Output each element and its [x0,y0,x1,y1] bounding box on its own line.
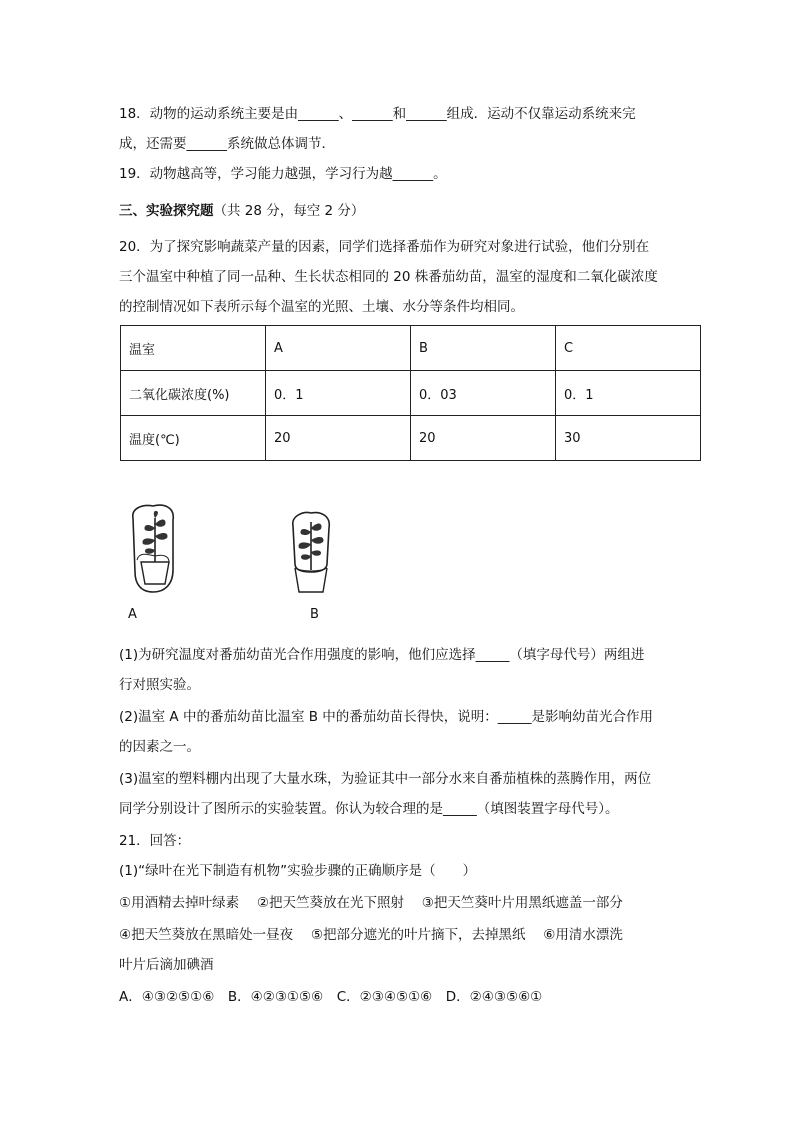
q21-sub1: (1)“绿叶在光下制造有机物”实验步骤的正确顺序是（ ） [119,863,477,879]
table-cell: 0．1 [266,371,411,416]
section3-heading [119,201,364,221]
q20-line1: 20．为了探究影响蔬菜产量的因素，同学们选择番茄作为研究对象进行试验，他们分别在 [119,239,650,255]
table-cell: B [411,326,556,371]
q20-sub2-line2: 的因素之一。 [119,739,200,755]
plant-apparatus-a-illustration [125,500,185,595]
table-cell: 0．1 [556,371,701,416]
q20-line3: 的控制情况如下表所示每个温室的光照、土壤、水分等条件均相同。 [119,299,524,315]
figure-label-b: B [310,607,319,622]
table-cell: A [266,326,411,371]
table-cell: 温度(℃) [121,416,266,461]
table-cell: 30 [556,416,701,461]
greenhouse-table [120,325,701,461]
q18-line2: 成，还需要______系统做总体调节． [119,136,335,152]
q20-sub3-line2: 同学分别设计了图所示的实验装置。你认为较合理的是_____（填图装置字母代号）。 [119,801,619,817]
table-row [121,326,701,371]
table-row [121,416,701,461]
table-cell: 0．03 [411,371,556,416]
q20-sub2-line1: (2)温室 A 中的番茄幼苗比温室 B 中的番茄幼苗长得快，说明：_____是影响幼苗光合作用 [119,709,654,725]
q20-line2: 三个温室中种植了同一品种、生长状态相同的 20 株番茄幼苗，温室的湿度和二氧化碳浓度 [119,269,658,285]
section3-title: 三、实验探究题 [119,203,214,219]
section3-note: （共 28 分，每空 2 分） [213,203,365,219]
table-cell: C [556,326,701,371]
q21-steps-line1: ①用酒精去掉叶绿素 ②把天竺葵放在光下照射 ③把天竺葵叶片用黑纸遮盖一部分 [119,895,623,911]
q21-line1: 21．回答： [119,833,191,849]
q20-sub1-line1: (1)为研究温度对番茄幼苗光合作用强度的影响，他们应选择_____（填字母代号）两组进 [119,647,645,663]
q21-steps-line3: 叶片后滴加碘酒 [119,957,214,973]
q19-line1: 19．动物越高等，学习能力越强，学习行为越______。 [119,166,447,182]
q20-sub1-line2: 行对照实验。 [119,677,200,693]
plant-apparatus-b-illustration [283,508,339,598]
q21-steps-line2: ④把天竺葵放在黑暗处一昼夜 ⑤把部分遮光的叶片摘下，去掉黑纸 ⑥用清水漂洗 [119,927,623,943]
figure-label-a: A [128,607,137,622]
table-cell: 温室 [121,326,266,371]
q21-options: A．④③②⑤①⑥ B．④②③①⑤⑥ C．②③④⑤①⑥ D．②④③⑤⑥① [119,989,543,1005]
table-cell: 20 [411,416,556,461]
q18-line1: 18．动物的运动系统主要是由______、______和______组成．运动不仅靠运动系统来完 [119,106,636,122]
table-cell: 20 [266,416,411,461]
table-cell: 二氧化碳浓度(%) [121,371,266,416]
q20-sub3-line1: (3)温室的塑料棚内出现了大量水珠，为验证其中一部分水来自番茄植株的蒸腾作用，两位 [119,771,652,787]
table-row [121,371,701,416]
